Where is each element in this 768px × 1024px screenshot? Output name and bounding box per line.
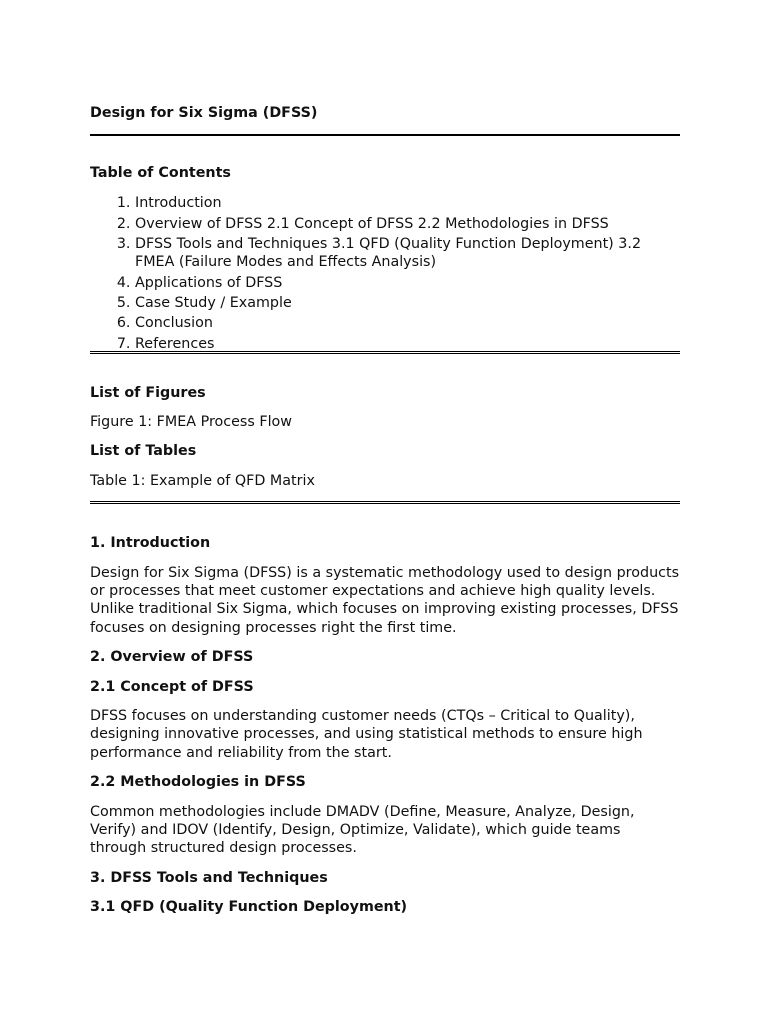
toc-heading: Table of Contents [90, 165, 231, 181]
lists-divider [90, 501, 680, 504]
tables-heading: List of Tables [90, 443, 197, 460]
document-title: Design for Six Sigma (DFSS) [90, 105, 318, 121]
introduction-heading: 1. Introduction [90, 534, 211, 551]
methodologies-paragraph: Common methodologies include DMADV (Define, Measure, Analyze, Design, Verify) and IDOV (Identify, Design, Optimize, Validate), which guide teams through structured design processes. [90, 804, 635, 857]
qfd-heading: 3.1 QFD (Quality Function Deployment) [90, 898, 408, 915]
toc-item: 4. Applications of DFSS [135, 274, 680, 292]
toc-list [90, 194, 680, 353]
toc-item: 1. Introduction [135, 194, 680, 212]
figure-item: Figure 1: FMEA Process Flow [90, 414, 292, 431]
table-item: Table 1: Example of QFD Matrix [90, 472, 315, 489]
toc-item: 3. DFSS Tools and Techniques 3.1 QFD (Quality Function Deployment) 3.2 FMEA (Failure Modes and Effects Analysis) [135, 235, 680, 271]
title-divider [90, 134, 680, 136]
introduction-paragraph: Design for Six Sigma (DFSS) is a systematic methodology used to design products or processes that meet customer expectations and achieve high quality levels. Unlike traditional Six Sigma, which focuses on improving existing processes, DFSS focuses on designing processes right the first time. [90, 564, 680, 636]
toc-item: 2. Overview of DFSS 2.1 Concept of DFSS 2.2 Methodologies in DFSS [135, 215, 680, 233]
overview-heading: 2. Overview of DFSS [90, 648, 254, 665]
toc-item: 5. Case Study / Example [135, 294, 680, 312]
methodologies-heading: 2.2 Methodologies in DFSS [90, 773, 306, 790]
figures-heading: List of Figures [90, 384, 206, 401]
concept-paragraph: DFSS focuses on understanding customer needs (CTQs – Critical to Quality), designing innovative processes, and using statistical methods to ensure high performance and reliability from the start. [90, 708, 643, 761]
tools-heading: 3. DFSS Tools and Techniques [90, 869, 328, 886]
document-content [90, 104, 680, 916]
concept-heading: 2.1 Concept of DFSS [90, 678, 254, 695]
toc-item: 6. Conclusion [135, 314, 680, 332]
toc-item: 7. References [135, 335, 680, 353]
